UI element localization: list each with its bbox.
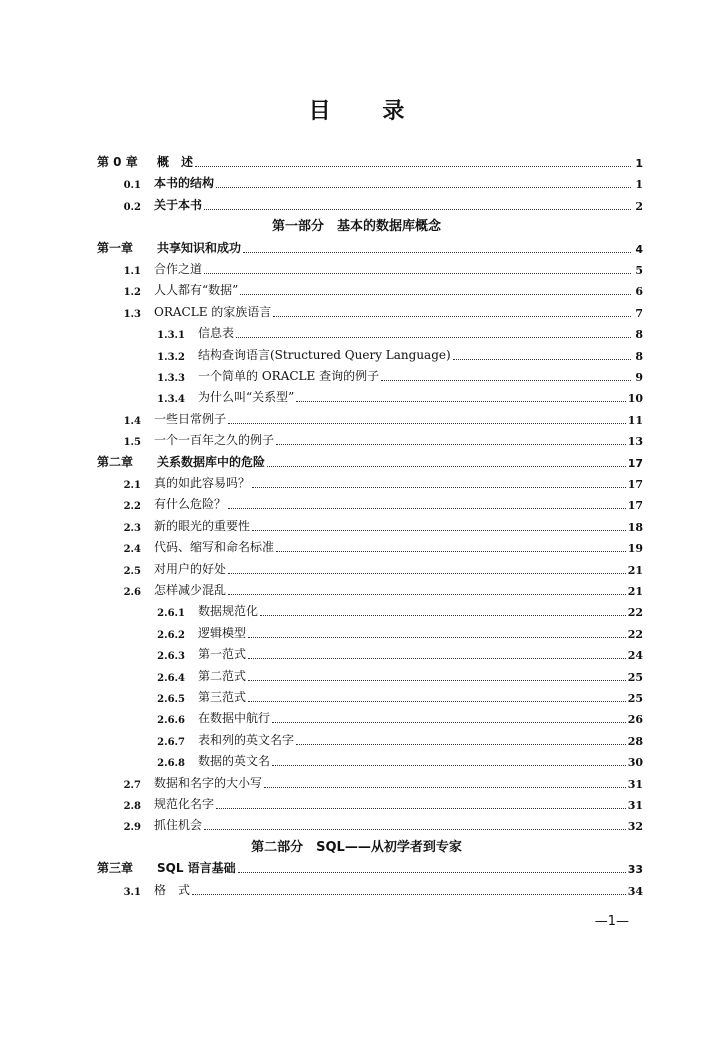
toc-entry-number: 2.9 <box>123 822 141 834</box>
toc-entry-page: 17 <box>627 499 643 513</box>
toc-entry-number: 第三章 <box>97 861 134 876</box>
toc-entry-title: 数据的英文名 <box>198 754 271 769</box>
toc-entry-page: 1 <box>635 178 643 192</box>
toc-entry-number: 2.6.6 <box>157 715 185 727</box>
toc-entry <box>97 405 643 427</box>
toc-entry-title: 真的如此容易吗？ <box>154 476 251 490</box>
toc-entry-page: 13 <box>627 435 643 449</box>
toc-leader-dots <box>267 465 626 467</box>
toc-entry-page: 21 <box>627 563 643 577</box>
toc-entry-title: 抓住机会 <box>154 818 203 833</box>
toc-entry-page: 32 <box>627 820 643 834</box>
toc-leader-dots <box>192 893 626 895</box>
toc-entry <box>97 148 643 170</box>
toc-entry <box>97 576 643 598</box>
toc-leader-dots <box>216 807 626 809</box>
toc-entry-title: 结构查询语言(Structured Query Language) <box>198 347 451 362</box>
toc-entry-title: 第三范式 <box>198 690 247 704</box>
toc-entry <box>150 747 643 769</box>
part-heading-label: 第一部分 基本的数据库概念 <box>271 219 441 235</box>
toc-entry-number: 2.4 <box>123 544 141 556</box>
toc-leader-dots <box>204 208 631 210</box>
toc-leader-dots <box>248 636 626 638</box>
toc-leader-dots <box>243 251 631 253</box>
toc-entry-number: 1.5 <box>123 437 141 449</box>
toc-entry <box>150 704 643 726</box>
toc-leader-dots <box>260 614 626 616</box>
toc-entry-page: 31 <box>627 799 643 812</box>
toc-entry-title: 本书的结构 <box>154 176 215 191</box>
toc-entry <box>97 169 643 191</box>
toc-entry <box>150 383 643 405</box>
part-heading <box>0 215 713 234</box>
toc-entry-number: 3.1 <box>123 886 141 898</box>
toc-leader-dots <box>248 679 626 681</box>
toc-entry-title: 表和列的英文名字 <box>198 732 295 747</box>
toc-entry-title: 有什么危险？ <box>154 497 227 512</box>
toc-entry-title: 概 述 <box>157 155 194 169</box>
toc-entry-page: 21 <box>627 585 643 598</box>
toc-entry-title: 关系数据库中的危险 <box>157 454 266 469</box>
toc-entry-title: 第二范式 <box>198 668 247 683</box>
toc-entry-number: 2.6 <box>123 587 141 598</box>
toc-entry-title: 在数据中航行 <box>198 711 271 726</box>
toc-leader-dots <box>240 293 631 295</box>
toc-leader-dots <box>236 336 631 338</box>
toc-entry-page: 7 <box>635 306 643 320</box>
toc-leader-dots <box>272 721 626 723</box>
toc-entry-title: 关于本书 <box>154 197 203 212</box>
toc-leader-dots <box>238 871 626 873</box>
toc-entry-title: 逻辑模型 <box>198 625 247 640</box>
toc-entry-title: 一个简单的 ORACLE 查询的例子 <box>198 369 380 383</box>
toc-entry-page: 6 <box>635 285 643 299</box>
toc-entry-number: 1.4 <box>123 415 141 427</box>
toc-entry-title: 合作之道 <box>154 262 203 276</box>
toc-leader-dots <box>252 486 626 488</box>
toc-entry-page: 4 <box>635 242 643 256</box>
toc-entry-title: 怎样减少混乱 <box>154 583 227 597</box>
toc-leader-dots <box>228 572 626 574</box>
toc-entry <box>150 362 643 384</box>
toc-entry-title: 规范化名字 <box>154 797 215 811</box>
toc-leader-dots <box>248 700 626 702</box>
toc-entry-page: 31 <box>627 777 643 791</box>
toc-entry-page: 22 <box>627 627 643 641</box>
toc-entry-number: 2.6.8 <box>157 758 185 770</box>
toc-entry <box>97 512 643 534</box>
toc-entry-title: 共享知识和成功 <box>157 240 242 255</box>
toc-entry-number: 1.1 <box>123 266 141 277</box>
toc-leader-dots <box>272 764 626 766</box>
toc-entry-page: 22 <box>627 606 643 620</box>
toc-entry <box>150 619 643 641</box>
page-title: 目 录 <box>308 99 427 124</box>
toc-entry-page: 8 <box>635 349 643 363</box>
toc-entry <box>150 683 643 705</box>
toc-entry <box>97 876 643 898</box>
toc-entry-page: 30 <box>627 756 643 770</box>
toc-entry-number: 2.6.4 <box>157 672 185 684</box>
toc-entry <box>97 276 643 298</box>
toc-entry <box>97 448 643 470</box>
toc-leader-dots <box>228 593 626 595</box>
toc-entry <box>150 341 643 363</box>
toc-entry <box>150 597 643 619</box>
toc-entry-title: SQL 语言基础 <box>157 861 236 876</box>
toc-entry-page: 19 <box>627 542 643 556</box>
toc-entry-page: 34 <box>627 884 643 898</box>
toc-entry-page: 8 <box>635 328 643 342</box>
toc-entry-page: 25 <box>627 670 643 684</box>
toc-entry-number: 1.3 <box>123 308 141 320</box>
toc-entry-title: 信息表 <box>198 326 235 341</box>
toc-entry-page: 25 <box>627 692 643 705</box>
toc-leader-dots <box>273 315 631 317</box>
toc-entry-number: 2.5 <box>123 565 141 577</box>
toc-entry-number: 2.6.2 <box>157 629 185 641</box>
toc-entry-page: 2 <box>635 199 643 213</box>
toc-leader-dots <box>296 743 626 745</box>
toc-entry <box>97 533 643 555</box>
toc-entry-page: 11 <box>627 413 643 427</box>
toc-entry-title: 数据和名字的大小写 <box>154 775 263 790</box>
toc-leader-dots <box>276 550 626 552</box>
toc-entry-number: 0.2 <box>123 201 141 213</box>
toc-entry <box>97 234 643 256</box>
toc-leader-dots <box>216 186 631 188</box>
toc-entry-page: 28 <box>627 734 643 748</box>
toc-entry <box>97 555 643 577</box>
page-number: —1— <box>594 914 629 929</box>
toc-leader-dots <box>228 507 626 509</box>
toc-entry-number: 2.6.1 <box>157 608 185 620</box>
toc-entry-title: 为什么叫“关系型” <box>198 390 295 405</box>
toc-entry-title: 代码、缩写和命名标准 <box>154 540 275 555</box>
toc-entry-number: 第 0 章 <box>97 155 138 169</box>
toc-entry <box>150 319 643 341</box>
toc-entry-number: 2.6.3 <box>157 651 185 663</box>
toc-entry <box>97 769 643 791</box>
toc-entry-page: 26 <box>627 713 643 727</box>
toc-entry <box>97 191 643 213</box>
toc-leader-dots <box>195 165 631 167</box>
toc-entry <box>97 469 643 491</box>
toc-entry-number: 0.1 <box>123 180 141 192</box>
toc-entry-number: 2.8 <box>123 801 141 812</box>
toc-entry <box>97 790 643 812</box>
toc-leader-dots <box>248 657 626 659</box>
toc-entry-number: 第二章 <box>97 454 134 469</box>
toc-entry-page: 1 <box>635 157 643 170</box>
toc-entry-number: 1.3.2 <box>157 351 185 363</box>
toc-entry-number: 第一章 <box>97 240 134 255</box>
toc-entry-page: 9 <box>635 371 643 384</box>
toc-entry-page: 17 <box>627 456 643 470</box>
toc-entry-number: 2.1 <box>123 480 141 491</box>
toc-entry <box>150 640 643 662</box>
toc-leader-dots <box>276 443 626 445</box>
toc-entry <box>97 490 643 512</box>
toc-leader-dots <box>381 379 631 381</box>
toc-entry-page: 17 <box>627 478 643 491</box>
toc-entry-number: 1.3.4 <box>157 394 185 406</box>
toc-entry-title: 格 式 <box>154 882 191 897</box>
toc-entry-page: 18 <box>627 520 643 534</box>
toc-entry-number: 1.2 <box>123 287 141 299</box>
toc-entry-page: 10 <box>627 392 643 406</box>
part-heading <box>0 836 713 855</box>
toc-entry-page: 33 <box>627 863 643 877</box>
toc-entry-title: 人人都有“数据” <box>154 283 239 298</box>
toc-entry-title: 数据规范化 <box>198 604 259 619</box>
toc-entry-number: 2.6.7 <box>157 736 185 748</box>
toc-entry <box>150 662 643 684</box>
toc-entry-page: 5 <box>635 264 643 277</box>
toc-entry-title: 第一范式 <box>198 647 247 662</box>
toc-entry-number: 2.6.5 <box>157 694 185 705</box>
part-heading-label: 第二部分 SQL——从初学者到专家 <box>251 839 462 855</box>
toc-entry-title: ORACLE 的家族语言 <box>154 304 272 319</box>
toc-entry-number: 2.2 <box>123 501 141 513</box>
toc-leader-dots <box>204 272 631 274</box>
toc-entry-number: 1.3.1 <box>157 330 185 342</box>
toc-entry <box>97 255 643 277</box>
toc-entry <box>97 811 643 833</box>
toc-leader-dots <box>296 400 625 402</box>
toc-entry-title: 对用户的好处 <box>154 561 227 576</box>
toc-leader-dots <box>264 786 626 788</box>
toc-leader-dots <box>228 422 626 424</box>
toc-leader-dots <box>252 529 626 531</box>
toc-entry-page: 24 <box>627 649 643 663</box>
toc-entry-title: 一些日常例子 <box>154 411 227 426</box>
toc-entry-number: 2.7 <box>123 779 141 791</box>
toc-entry-number: 1.3.3 <box>157 373 185 384</box>
toc-entry <box>97 298 643 320</box>
toc-entry-title: 新的眼光的重要性 <box>154 518 251 533</box>
toc-leader-dots <box>204 828 626 830</box>
toc-entry <box>150 726 643 748</box>
toc-leader-dots <box>453 358 631 360</box>
toc-entry <box>97 426 643 448</box>
toc-entry-number: 2.3 <box>123 522 141 534</box>
toc-entry <box>97 854 643 876</box>
toc-entry-title: 一个一百年之久的例子 <box>154 433 275 448</box>
